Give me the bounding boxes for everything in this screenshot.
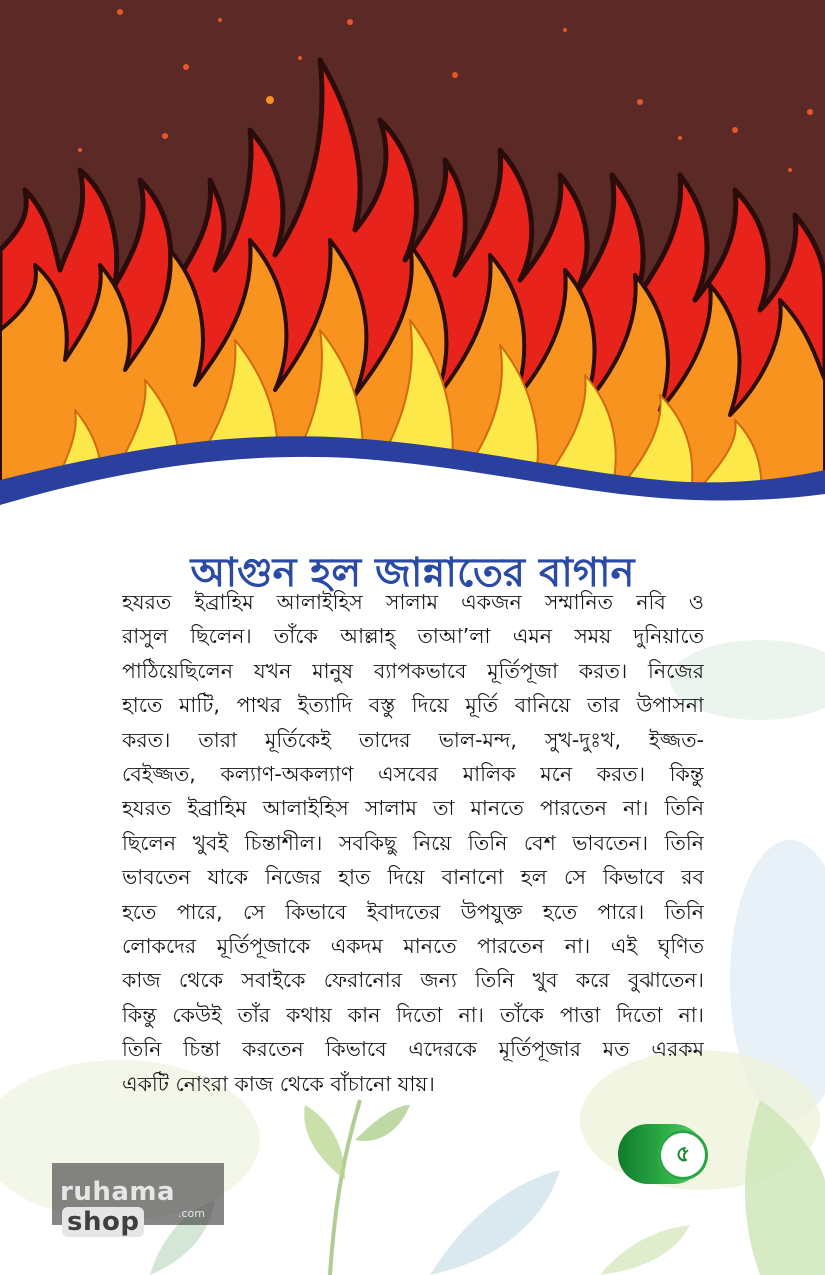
text-line: করত। তারা মূর্তিকেই তাদের ভাল-মন্দ, সুখ-দুঃখ, ইজ্জত- [122,727,704,752]
text-line: তিনি চিন্তা করতেন কিভাবে এদেরকে মূর্তিপূজার মত এরকম [122,1037,704,1062]
watermark-brand: ruhamashop [60,1177,176,1237]
text-line: একটি নোংরা কাজ থেকে বাঁচানো যায়। [122,1071,435,1096]
text-line: রাসুল ছিলেন। তাঁকে আল্লাহ্ তাআ’লা এমন সময় দুনিয়াতে [122,624,704,649]
text-line: লোকদের মূর্তিপূজাকে একদম মানতে পারতেন না। এই ঘৃণিত [122,934,704,959]
text-line: হযরত ইব্রাহিম আলাইহিস সালাম তা মানতে পারতেন না। তিনি [122,796,704,821]
text-line: ছিলেন খুবই চিন্তাশীল। সবকিছু নিয়ে তিনি বেশ ভাবতেন। তিনি [122,830,704,855]
text-line: হাতে মাটি, পাথর ইত্যাদি বস্তু দিয়ে মূর্তি বানিয়ে তার উপাসনা [122,693,704,718]
text-line: কিন্তু কেউই তাঁর কথায় কান দিতো না। তাঁকে পাত্তা দিতো না। [122,1002,704,1027]
story-paragraph [122,585,704,1101]
watermark-brand-suffix: shop [62,1207,144,1237]
watermark-domain: .com [178,1207,205,1220]
text-line: কাজ থেকে সবাইকে ফেরানোর জন্য তিনি খুব করে বুঝাতেন। [122,968,704,993]
page-title: আগুন হল জান্নাতের বাগান [190,549,635,596]
text-line: বেইজ্জত, কল্যাণ-অকল্যাণ এসবের মালিক মনে করত। কিন্তু [122,762,704,787]
text-line: হযরত ইব্রাহিম আলাইহিস সালাম একজন সম্মানিত নবি ও [122,590,704,614]
text-line: হতে পারে, সে কিভাবে ইবাদতের উপযুক্ত হতে পারে। তিনি [122,899,704,924]
fire-illustration [0,0,825,520]
page-number-badge [618,1124,704,1184]
text-line: ভাবতেন যাকে নিজের হাত দিয়ে বানানো হল সে কিভাবে রব [122,865,704,890]
page-number: ৫ [675,1142,691,1167]
ruhamashop-watermark-logo [52,1163,224,1237]
text-line: পাঠিয়েছিলেন যখন মানুষ ব্যাপকভাবে মূর্তিপূজা করত। নিজের [122,658,704,683]
